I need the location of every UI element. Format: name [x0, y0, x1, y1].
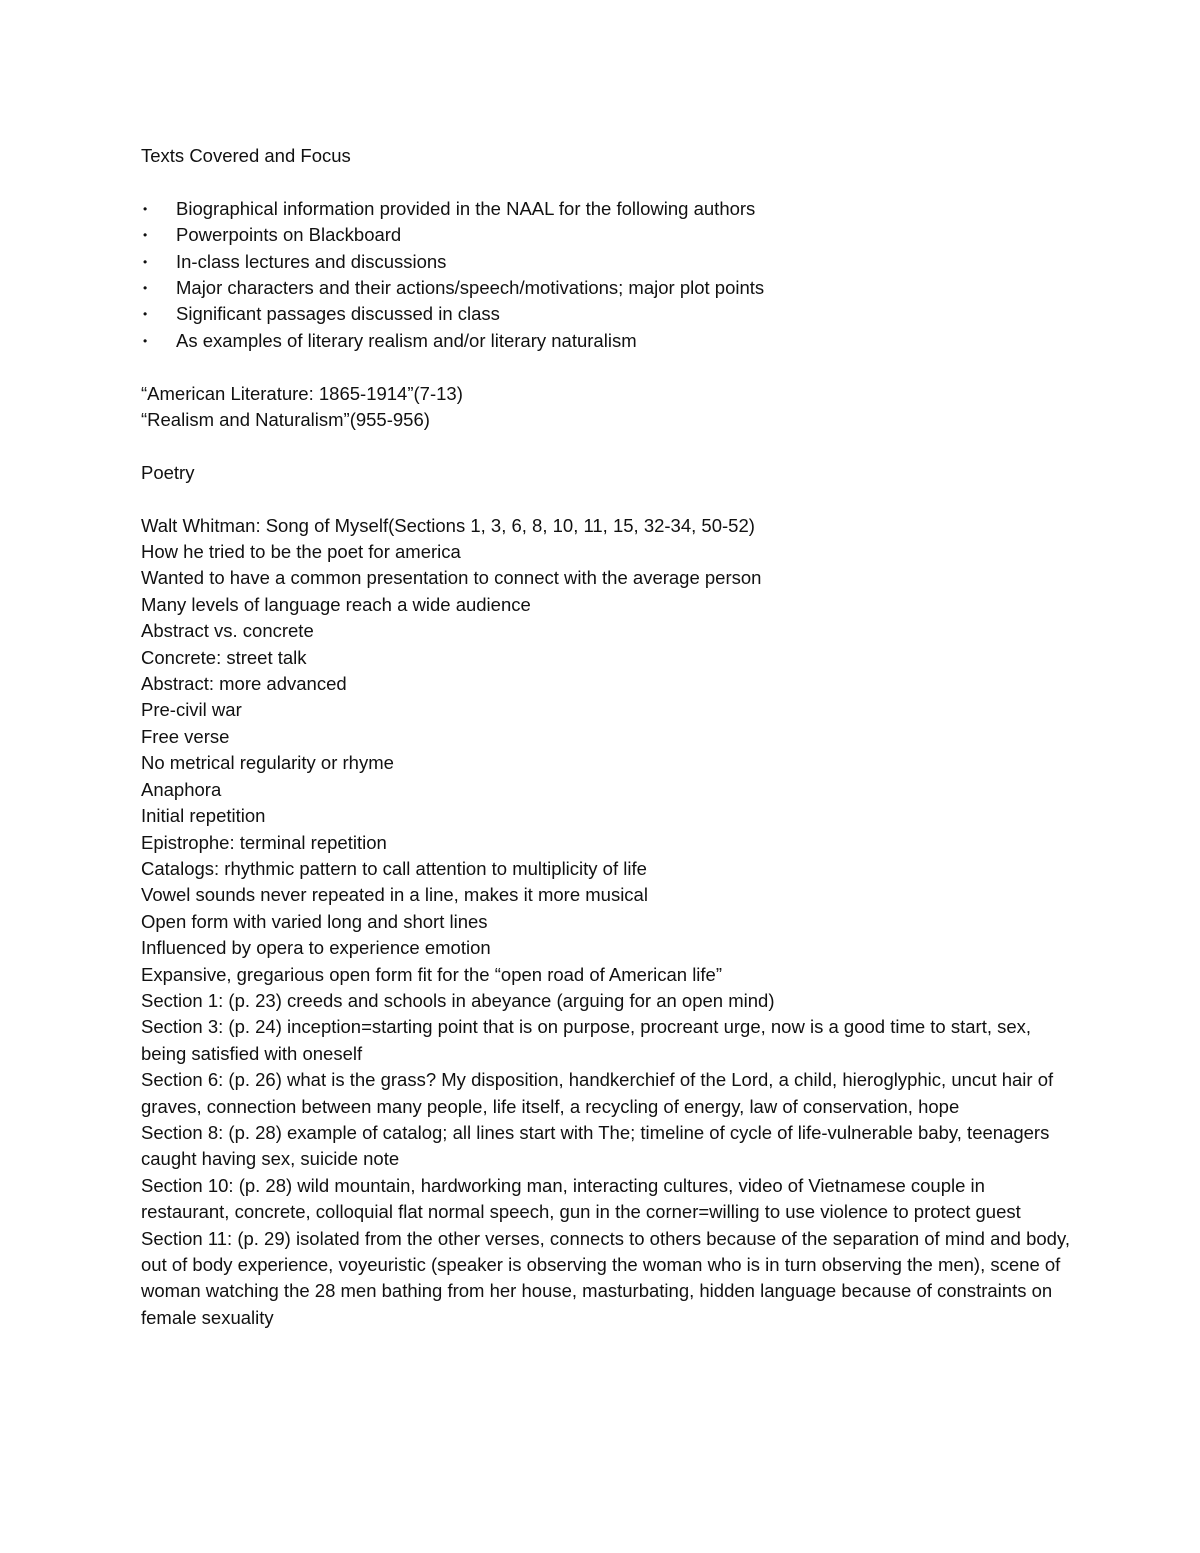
list-item: • Biographical information provided in the NAAL for the following authors — [141, 196, 1071, 222]
note-line: Influenced by opera to experience emotion — [141, 937, 491, 959]
section-title: Poetry — [141, 461, 195, 483]
reading-item: “American Literature: 1865-1914”(7-13) — [141, 382, 463, 404]
note-line: Epistrophe: terminal repetition — [141, 831, 387, 853]
bullet-icon: • — [143, 333, 148, 348]
section-note: Section 6: (p. 26) what is the grass? My disposition, handkerchief of the Lord, a child, hieroglyphic, uncut hair of graves, connection between many people, life itself, a recycling of energy, law of conservation, hope — [141, 1069, 1054, 1117]
section-note: Section 11: (p. 29) isolated from the other verses, connects to others because of the separation of mind and body, out of body experience, voyeuristic (speaker is observing the woman who is in turn observing the men), scene of woman watching the 28 men bathing from her house, masturbating, hidden language because of constraints on female sexuality — [141, 1227, 1070, 1328]
note-line: No metrical regularity or rhyme — [141, 752, 394, 774]
focus-list — [141, 196, 1071, 354]
spacer — [141, 486, 1071, 512]
note-line: Pre-civil war — [141, 699, 242, 721]
spacer — [141, 354, 1071, 380]
bullet-icon: • — [143, 228, 148, 243]
list-item: • Major characters and their actions/speech/motivations; major plot points — [141, 275, 1071, 301]
section-note: Section 8: (p. 28) example of catalog; all lines start with The; timeline of cycle of life-vulnerable baby, teenagers caught having sex, suicide note — [141, 1121, 1050, 1170]
bullet-icon: • — [143, 254, 148, 269]
list-item: • Powerpoints on Blackboard — [141, 222, 1071, 248]
page-heading: Texts Covered and Focus — [141, 145, 351, 166]
note-line: How he tried to be the poet for america — [141, 541, 461, 563]
whitman-title: Walt Whitman: Song of Myself(Sections 1, 3, 6, 8, 10, 11, 15, 32-34, 50-52) — [141, 514, 755, 536]
note-line: Anaphora — [141, 778, 222, 800]
bullet-icon: • — [143, 201, 148, 216]
note-line: Abstract vs. concrete — [141, 620, 314, 642]
bullet-icon: • — [143, 281, 148, 296]
document-body — [141, 143, 1071, 1331]
reading-item: “Realism and Naturalism”(955-956) — [141, 409, 430, 431]
note-line: Wanted to have a common presentation to connect with the average person — [141, 567, 762, 589]
section-note: Section 1: (p. 23) creeds and schools in abeyance (arguing for an open mind) — [141, 989, 775, 1011]
list-item: • In-class lectures and discussions — [141, 249, 1071, 275]
list-item: • Significant passages discussed in class — [141, 301, 1071, 327]
note-line: Vowel sounds never repeated in a line, makes it more musical — [141, 884, 648, 906]
bullet-icon: • — [143, 307, 148, 322]
note-line: Many levels of language reach a wide audience — [141, 593, 531, 615]
note-line: Open form with varied long and short lines — [141, 910, 488, 932]
note-line: Initial repetition — [141, 805, 266, 827]
section-note: Section 10: (p. 28) wild mountain, hardworking man, interacting cultures, video of Vietnamese couple in restaurant, concrete, colloquial flat normal speech, gun in the corner=willing to use violence to protect guest — [141, 1174, 1021, 1223]
spacer — [141, 169, 1071, 195]
section-note: Section 3: (p. 24) inception=starting point that is on purpose, procreant urge, now is a good time to start, sex, being satisfied with oneself — [141, 1016, 1032, 1064]
note-line: Abstract: more advanced — [141, 673, 347, 695]
note-line: Catalogs: rhythmic pattern to call attention to multiplicity of life — [141, 857, 647, 879]
note-line: Expansive, gregarious open form fit for the “open road of American life” — [141, 963, 722, 985]
note-line: Free verse — [141, 725, 230, 747]
spacer — [141, 433, 1071, 459]
note-line: Concrete: street talk — [141, 646, 307, 668]
list-item: • As examples of literary realism and/or literary naturalism — [141, 328, 1071, 354]
